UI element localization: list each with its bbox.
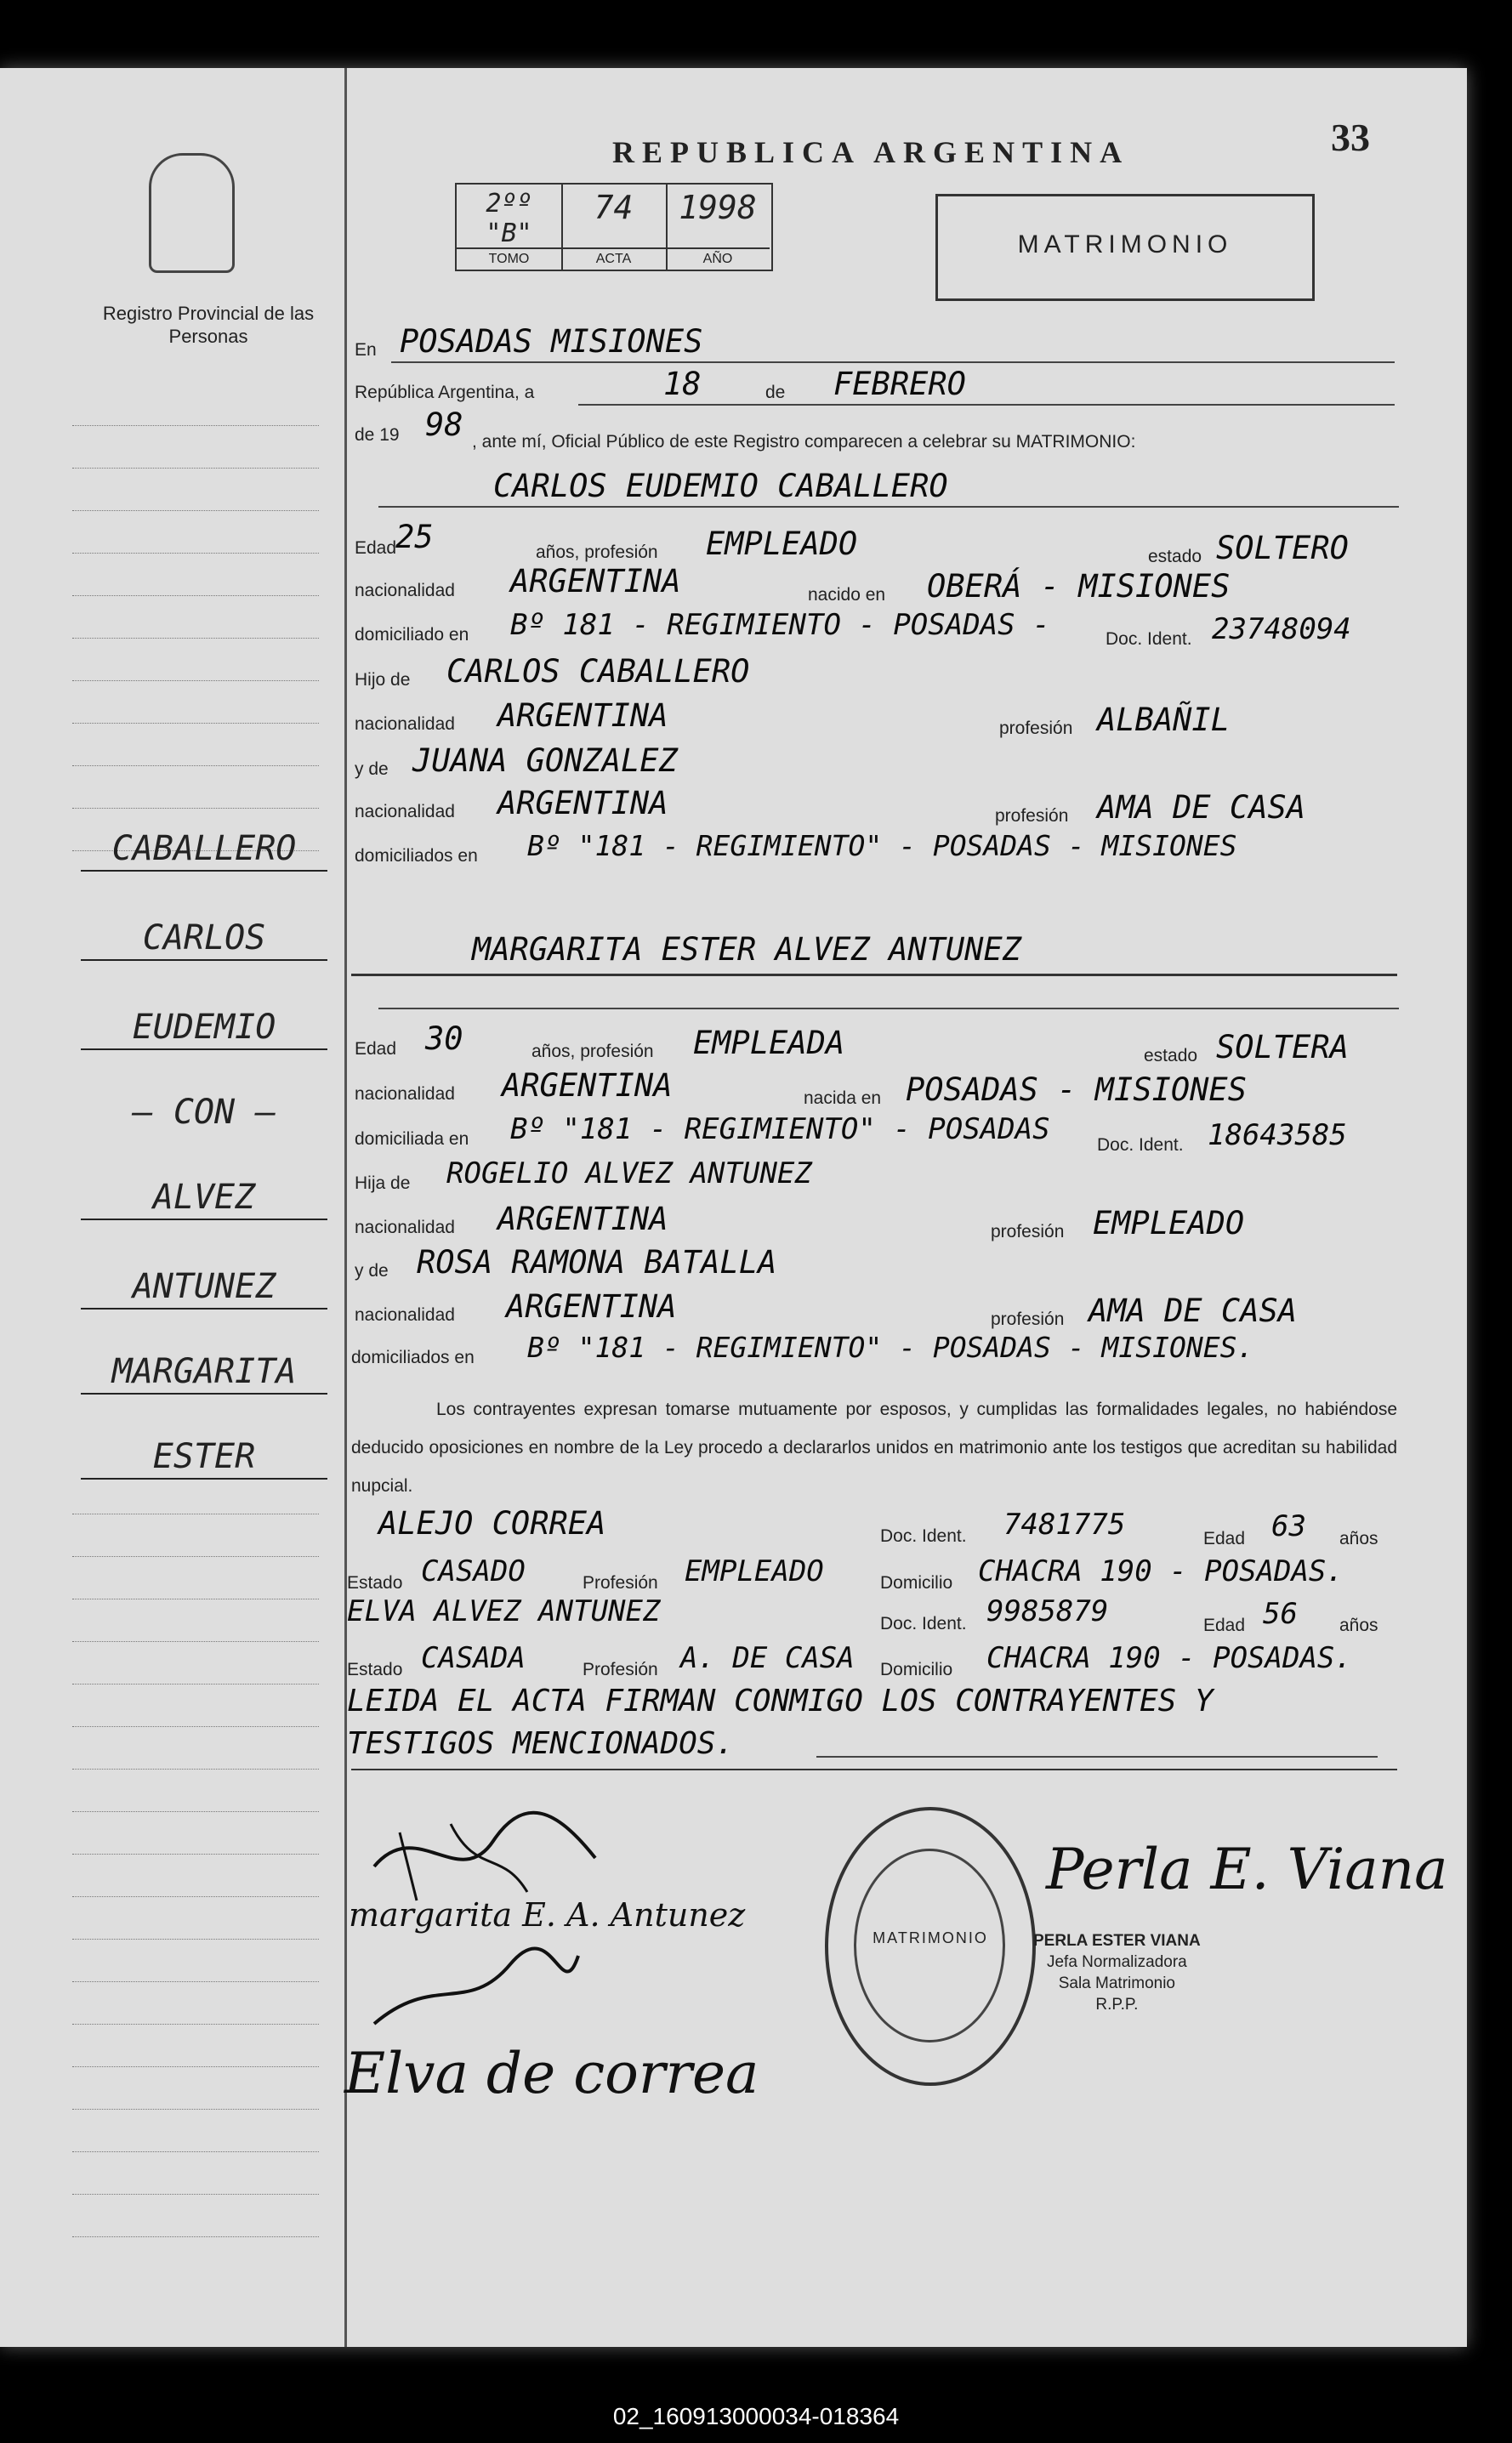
groom-birthplace: OBERÁ - MISIONES [927, 568, 1231, 605]
witness-2-signature: Elva de correa [344, 2041, 759, 2106]
acta-value: 74 [594, 189, 634, 226]
acta-label: ACTA [561, 247, 666, 270]
country-title: REPUBLICA ARGENTINA [612, 135, 1130, 169]
witness-1-age: 63 [1271, 1509, 1306, 1543]
margin-name-line: CABALLERO [81, 829, 327, 872]
officer-stamp [1033, 1930, 1201, 2015]
year-value: 98 [425, 406, 463, 443]
bride-mother-profession: AMA DE CASA [1089, 1293, 1298, 1329]
groom-doc: 23748094 [1212, 612, 1351, 646]
tomo-label: TOMO [457, 247, 561, 270]
witness-2-address: CHACRA 190 - POSADAS. [986, 1641, 1352, 1675]
tomo-acta-box [455, 183, 773, 271]
witness-2-doc: 9985879 [986, 1594, 1109, 1628]
officer-title: Jefa Normalizadora [1046, 1953, 1187, 1971]
groom-father-profession: ALBAÑIL [1097, 702, 1230, 738]
bride-status: SOLTERA [1216, 1029, 1349, 1065]
bride-father-nationality: ARGENTINA [497, 1201, 668, 1237]
margin-name-line: EUDEMIO [81, 1008, 327, 1050]
register-page: Registro Provincial de las Personas CABALLERO CARLOS EUDEMIO — CON — ALVEZ ANTUNEZ MARGARITA ESTER REPUBLICA ARGENTINA 33 2ºº "B" TOMO 74 ACTA 1998 AÑO MATRIMONIO En POSADAS MISIONES República Argentina, a 18 de FEBRERO de 19 98 , ante mí, Oficial Público de este Registro comparecen a celebrar su MATRIMONIO: CARLOS EUDEMIO CABALLERO Edad 25 años, profesión EMPLEADO estado SOLTERO nacionalidad ARGENTINA nacido en OBERÁ - MISIONES domiciliado en Bº 181 - REGIMIENTO - POSADAS - Doc. Ident. 23748094 Hijo de CARLOS CABALLERO nacionalidad ARGENTINA profesión ALBAÑIL y de JUANA GONZALEZ nacionalidad ARGENTINA profesión AMA DE CASA domiciliados en Bº "181 - REGIMIENTO" - POSADAS - MISIONES MARGARITA ESTER ALVEZ ANTUNEZ Edad 30 años, profesión EMPLEADA estado SOLTERA nacionalidad ARGENTINA nacida en POSADAS - MISIONES domiciliada en Bº "181 - REGIMIENTO" - POSADAS Doc. Ident. 18643585 Hija de ROGELIO ALVEZ ANTUNEZ nacionalidad ARGENTINA profesión EMPLEADO y de ROSA RAMONA BATALLA nacionalidad ARGENTINA profesión AMA DE CASA domiciliados en Bº "181 - REGIMIENTO" - POSADAS - MISIONES. Los contrayentes expresan tomarse mutuamente por esposos, y cumplidas las formalidades legales, no habiéndose deducido oposiciones en nombre de la Ley procedo a declararlos unidos en matrimonio ante los testigos que acreditan su habilidad nupcial. ALEJO CORREA Doc. Ident. 7481775 Edad 63 años Estado CASADO Profesión EMPLEADO Domicilio CHACRA 190 - POSADAS. ELVA ALVEZ ANTUNEZ Doc. Ident. 9985879 Edad 56 años Estado CASADA Profesión A. DE CASA Domicilio CHACRA 190 - POSADAS. LEIDA EL ACTA FIRMAN CONMIGO LOS CONTRAYENTES Y TESTIGOS MENCIONADOS. margarita E. A. Antunez Elva de correa MATRIMONIO Perla E. Viana PERLA ESTER VIANA Jefa Normalizadora Sala Matrimonio R.P.P. [0, 68, 1467, 2347]
bride-name: MARGARITA ESTER ALVEZ ANTUNEZ [472, 931, 1022, 968]
groom-mother-profession: AMA DE CASA [1097, 789, 1306, 826]
witness-2-name: ELVA ALVEZ ANTUNEZ [347, 1594, 661, 1628]
bride-signature: margarita E. A. Antunez [349, 1896, 746, 1934]
bride-doc: 18643585 [1208, 1118, 1347, 1152]
city-value: POSADAS MISIONES [400, 323, 703, 360]
groom-father: CARLOS CABALLERO [446, 653, 750, 690]
document-type: MATRIMONIO [1017, 230, 1233, 259]
groom-mother-nationality: ARGENTINA [497, 785, 668, 821]
groom-profession: EMPLEADO [706, 526, 858, 562]
bride-parents-address: Bº "181 - REGIMIENTO" - POSADAS - MISIONES. [527, 1331, 1254, 1364]
margin-column [0, 68, 347, 2347]
official-seal [825, 1807, 1036, 2086]
bride-address: Bº "181 - REGIMIENTO" - POSADAS [510, 1112, 1050, 1146]
margin-name-line: ESTER [81, 1437, 327, 1480]
witness-2-profession: A. DE CASA [680, 1641, 855, 1675]
bride-father: ROGELIO ALVEZ ANTUNEZ [446, 1156, 812, 1190]
witness-1-address: CHACRA 190 - POSADAS. [978, 1554, 1344, 1588]
registry-name: Registro Provincial de las Personas [102, 303, 315, 347]
groom-parents-address: Bº "181 - REGIMIENTO" - POSADAS - MISIONES [527, 829, 1237, 862]
groom-name: CARLOS EUDEMIO CABALLERO [493, 468, 948, 504]
page-number: 33 [1331, 116, 1370, 159]
ano-value: 1998 [679, 189, 757, 226]
bride-profession: EMPLEADA [693, 1025, 845, 1061]
registry-logo-icon [149, 153, 235, 273]
witness-signature-scribble [366, 1939, 587, 2041]
witness-1-name: ALEJO CORREA [378, 1505, 606, 1542]
groom-age: 25 [395, 519, 434, 555]
bride-father-profession: EMPLEADO [1093, 1205, 1245, 1241]
file-id: 02_160913000034-018364 [612, 2403, 900, 2429]
seal-text: MATRIMONIO [873, 1929, 988, 1946]
officer-name: PERLA ESTER VIANA [1033, 1932, 1201, 1950]
witness-1-profession: EMPLEADO [685, 1554, 824, 1588]
groom-status: SOLTERO [1216, 530, 1349, 566]
bride-mother: ROSA RAMONA BATALLA [417, 1244, 777, 1281]
officer-signature: Perla E. Viana [1046, 1837, 1448, 1902]
bride-mother-nationality: ARGENTINA [506, 1288, 677, 1325]
margin-name-line: ALVEZ [81, 1178, 327, 1220]
groom-nationality: ARGENTINA [510, 563, 681, 599]
declaration-text: Los contrayentes expresan tomarse mutuamente por esposos, y cumplidas las formalidades legales, no habiéndose deducido oposiciones en nombre de la Ley procedo a declararlos unidos en matrimonio ante los testigos que acreditan su habilidad nupcial. [351, 1400, 1397, 1496]
margin-name-line: MARGARITA [81, 1352, 327, 1395]
officer-org: R.P.P. [1095, 1996, 1139, 2014]
officer-dept: Sala Matrimonio [1058, 1974, 1175, 1992]
witness-2-status: CASADA [421, 1641, 526, 1675]
groom-mother: JUANA GONZALEZ [412, 742, 678, 779]
bride-age: 30 [425, 1020, 463, 1057]
witness-1-doc: 7481775 [1003, 1508, 1126, 1542]
groom-father-nationality: ARGENTINA [497, 697, 668, 734]
margin-name-line: CARLOS [81, 918, 327, 961]
closing-line-1: LEIDA EL ACTA FIRMAN CONMIGO LOS CONTRAYENTES Y [347, 1684, 1214, 1719]
bride-nationality: ARGENTINA [502, 1067, 673, 1104]
bride-birthplace: POSADAS - MISIONES [906, 1071, 1247, 1108]
month-value: FEBRERO [833, 366, 966, 402]
document-type-box [935, 194, 1315, 301]
tomo-value: 2ºº "B" [486, 189, 532, 248]
witness-2-age: 56 [1263, 1597, 1298, 1631]
witness-1-status: CASADO [421, 1554, 526, 1588]
ano-label: AÑO [666, 247, 770, 270]
margin-name-line: ANTUNEZ [81, 1267, 327, 1310]
groom-address: Bº 181 - REGIMIENTO - POSADAS - [510, 608, 1050, 642]
margin-name-line: — CON — [132, 1093, 276, 1132]
closing-line-2: TESTIGOS MENCIONADOS. [347, 1726, 735, 1761]
day-value: 18 [663, 366, 702, 402]
